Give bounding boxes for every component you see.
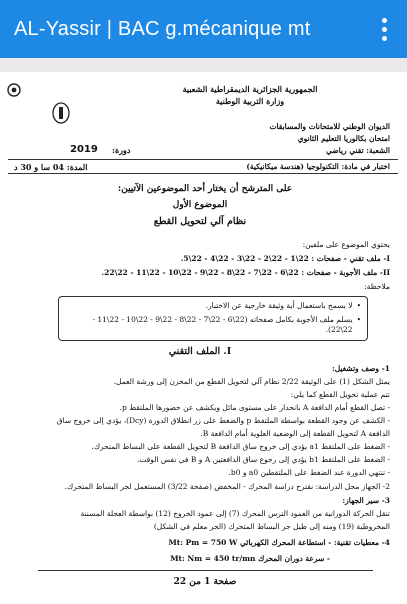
notes-box: [58, 296, 368, 341]
exam-name: امتحان بكالوريا التعليم الثانوي: [297, 134, 390, 143]
app-title: AL-Yassir | BAC g.mécanique mt: [14, 17, 311, 40]
section-title: I. الملف التقني: [168, 346, 232, 357]
system-title: نظام آلي لتحويل القطع: [153, 216, 247, 227]
note-label: ملاحظة:: [364, 282, 390, 291]
subject: اختبار في مادة: التكنولوجيا (هندسة ميكانيكية): [246, 162, 390, 171]
file-technical: I- ملف تقني - صفحات : 22\1 - 22\2 - 22\3 - 22\4 - 22\5.: [180, 254, 390, 263]
note-item: • لا يسمح باستعمال أية وثيقة خارجية عن الاختبار.: [65, 301, 361, 310]
note-item: • يسلم ملف الأجوبة بكامل صفحاته (22\6 - 22\7 - 22\8 - 22\9 - 22\10 - 22\11 - 22\22).: [65, 315, 361, 334]
header-rule-2: [8, 173, 398, 174]
more-vert-icon[interactable]: [371, 14, 397, 44]
body-line: 1- وصف وتشغيل:: [331, 364, 390, 373]
session-label: دورة:: [112, 145, 131, 155]
ministry-title: وزارة التربية الوطنية: [215, 96, 285, 106]
body-line: 2- الجهاز محل الدراسة: نقترح دراسة المحرك - المخفض (صفحة 3/22) المستعمل لجر البساط المتحرك.: [64, 482, 390, 491]
body-line: 3- سير الجهاز:: [342, 496, 390, 505]
body-line: تتم عملية تحويل القطع كما يلي:: [290, 390, 390, 399]
contains-text: يحتوي الموضوع على ملفين:: [302, 240, 390, 249]
file-answers: II- ملف الأجوبة - صفحات : 22\6 - 22\7 - 22\8 - 22\9 - 22\10 - 22\11 - 22\22.: [101, 268, 390, 277]
republic-title: الجمهورية الجزائرية الديمقراطية الشعبية: [182, 84, 318, 94]
body-line: - الضغط على الملتقط a1 يؤدي إلى خروج ساق الدافعة B لتحويل القطعة على البساط المتحرك.: [91, 442, 390, 451]
exam-office: الديوان الوطني للامتحانات والمسابقات: [269, 122, 390, 131]
body-line: المخروطية (19) ومنه إلى طبل جر البساط المتحرك (الجر معلم في الشكل): [153, 522, 390, 531]
choose-instruction: على المترشح أن يختار أحد الموضوعين الآتيين:: [117, 184, 293, 194]
body-line: - سرعة دوران المحرك Mt: Nm = 450 tr/mn: [170, 554, 330, 563]
footer-rule: [38, 570, 373, 571]
branch: الشعبة: تقني رياضي: [326, 146, 390, 155]
header-rule: [8, 159, 398, 160]
body-line: - الضغط على الملتقط b1 يؤدي إلى رجوع ساق الدافعتين A و B في نفس الوقت.: [136, 455, 390, 464]
ministry-logo-icon: [52, 102, 70, 124]
body-line: - تنتهي الدورة عند الضغط على الملتقطين a0 و b0.: [228, 468, 390, 477]
app-bar: [0, 0, 407, 58]
body-line: الدافعة A لتحويل القطعة إلى الوضعية العلوية أمام الدافعة B.: [200, 429, 390, 438]
duration: المدة: 04 سا و 30 د: [14, 162, 88, 172]
body-line: يمثل الشكل (1) على الوثيقة 2/22 نظام آلي لتحويل القطع من المخزن إلى ورشة العمل.: [113, 377, 390, 386]
topic-title: الموضوع الأول: [172, 200, 228, 210]
body-line: 4- معطيات تقنية: - استطاعة المحرك الكهربائي Mt: Pm = 750 W: [168, 538, 390, 547]
exam-page: [0, 72, 407, 604]
session-year: 2019: [70, 144, 98, 155]
body-line: تنقل الحركة الدورانية من العمود الترس المحرك (7) إلى عمود الخروج (12) بواسطة العجلة المسننة: [80, 509, 390, 518]
page-number: صفحة 1 من 22: [173, 577, 237, 587]
seal-icon: [6, 82, 22, 98]
body-line: - الكشف عن وجود القطعة بواسطة الملتقط p والضغط على زر انطلاق الدورة (Dcy)، يؤدي إلى خروج ساق: [56, 416, 390, 425]
body-line: - تصل القطع أمام الدافعة A بانحدار على مستوى مائل ويكشف عن حضورها الملتقط p.: [119, 403, 390, 412]
